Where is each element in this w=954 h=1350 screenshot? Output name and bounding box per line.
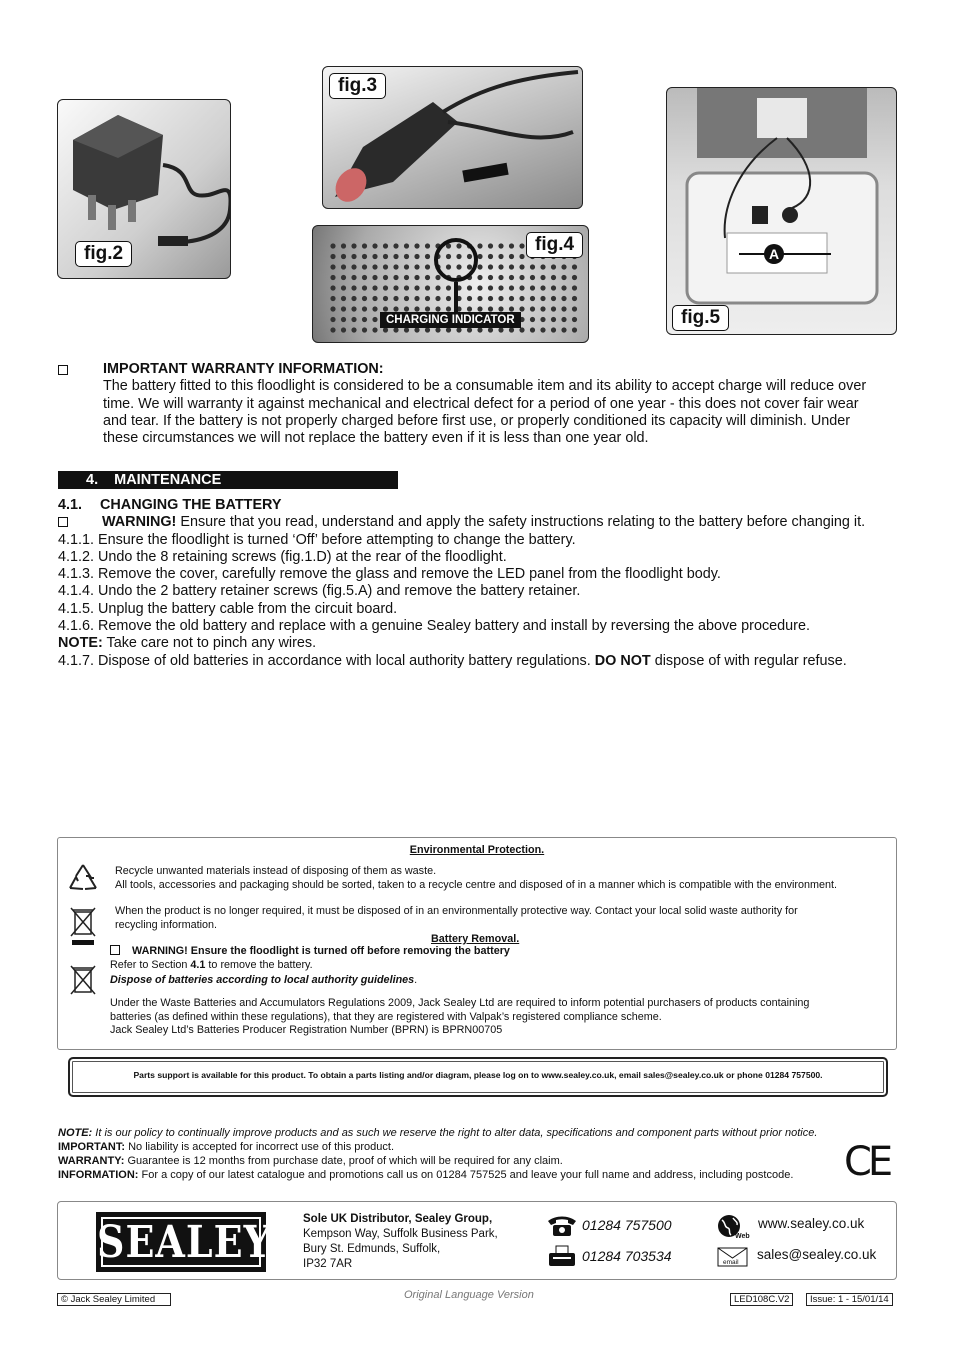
notice-warranty — [58, 1154, 878, 1168]
charging-indicator-ring — [434, 238, 478, 282]
bullet-square — [110, 945, 120, 955]
led-dot — [330, 285, 335, 290]
led-dot — [467, 306, 472, 311]
led-dot — [488, 285, 493, 290]
led-dot — [383, 296, 388, 301]
distributor-name: Sole UK Distributor, Sealey Group, — [303, 1213, 493, 1225]
sealey-logo — [96, 1212, 272, 1272]
bullet-square — [58, 517, 68, 527]
notice-important — [58, 1140, 878, 1154]
fig4-label: fig.4 — [526, 232, 583, 258]
led-dot — [477, 275, 482, 280]
warranty-line: these circumstances we will not replace the battery even if it is less than one year old. — [103, 430, 649, 447]
led-dot — [498, 327, 503, 332]
led-dot — [404, 254, 409, 259]
led-dot — [467, 327, 472, 332]
led-dot — [446, 306, 451, 311]
led-dot — [393, 243, 398, 248]
fig2-label: fig.2 — [75, 241, 132, 267]
led-dot — [393, 254, 398, 259]
maintenance-block — [58, 497, 908, 670]
led-dot — [446, 285, 451, 290]
parts-support-text: Parts support is available for this product. To obtain a parts listing and/or diagram, please log on to www.sealey.co.uk, email sales@sealey.co.uk or phone 01284 757500. — [133, 1070, 823, 1080]
step: 4.1.4. Undo the 2 battery retainer screws (fig.5.A) and remove the battery retainer. — [58, 583, 581, 600]
step: 4.1.3. Remove the cover, carefully remove the glass and remove the LED panel from the floodlight body. — [58, 566, 721, 583]
led-dot — [414, 306, 419, 311]
led-dot — [561, 275, 566, 280]
warning-text: Ensure that you read, understand and apply the safety instructions relating to the battery before changing it. — [176, 514, 866, 531]
led-dot — [341, 264, 346, 269]
led-dot — [498, 296, 503, 301]
led-dot — [383, 306, 388, 311]
led-dot — [561, 306, 566, 311]
led-dot — [477, 306, 482, 311]
fig3-label: fig.3 — [329, 73, 386, 99]
led-dot — [509, 296, 514, 301]
led-dot — [341, 275, 346, 280]
led-dot — [351, 317, 356, 322]
led-dot — [435, 306, 440, 311]
contact-footer — [57, 1201, 897, 1280]
led-dot — [498, 254, 503, 259]
issue-date: Issue: 1 - 15/01/14 — [806, 1293, 893, 1306]
led-dot — [372, 306, 377, 311]
led-dot — [488, 264, 493, 269]
led-dot — [372, 317, 377, 322]
led-dot — [509, 254, 514, 259]
led-dot — [330, 306, 335, 311]
recycle-text-2: All tools, accessories and packaging should be sorted, taken to a recycle centre and disposed of in a manner which is compatible with the environment. — [115, 879, 837, 891]
led-dot — [498, 306, 503, 311]
led-dot — [435, 327, 440, 332]
weee-text-2: recycling information. — [115, 919, 218, 931]
env-title: Environmental Protection. — [409, 844, 545, 856]
led-dot — [362, 306, 367, 311]
battery-warning-text: WARNING! Ensure the floodlight is turned off before removing the battery — [132, 945, 510, 957]
led-dot — [351, 254, 356, 259]
led-dot — [498, 243, 503, 248]
led-dot — [351, 327, 356, 332]
led-dot — [498, 264, 503, 269]
led-dot — [425, 243, 430, 248]
led-dot — [404, 296, 409, 301]
led-dot — [351, 296, 356, 301]
led-dot — [519, 296, 524, 301]
fig5-label: fig.5 — [672, 305, 729, 331]
led-dot — [351, 264, 356, 269]
led-dot — [362, 243, 367, 248]
led-dot — [330, 243, 335, 248]
warranty-line: time. We will warranty it against mechanical and electrical defect for a period of one year - this does not cover fair wear — [103, 395, 859, 412]
led-dot — [477, 327, 482, 332]
led-dot — [383, 254, 388, 259]
fax-icon — [547, 1245, 577, 1267]
led-dot — [425, 275, 430, 280]
led-dot — [488, 327, 493, 332]
led-dot — [341, 306, 346, 311]
section-bar-maintenance — [58, 471, 398, 489]
led-dot — [477, 243, 482, 248]
led-dot — [488, 306, 493, 311]
environmental-protection-box — [57, 837, 897, 1050]
warranty-block — [58, 361, 898, 447]
warning-line — [58, 514, 908, 531]
led-dot — [383, 243, 388, 248]
marker-a: A — [764, 244, 784, 264]
led-dot — [572, 285, 577, 290]
led-dot — [551, 285, 556, 290]
crossed-bin-icon — [70, 906, 96, 946]
address-line: Bury St. Edmunds, Suffolk, — [303, 1243, 441, 1255]
led-dot — [393, 264, 398, 269]
subsection-title: CHANGING THE BATTERY — [100, 497, 282, 513]
led-dot — [477, 296, 482, 301]
led-dot — [425, 264, 430, 269]
note-line — [58, 635, 908, 652]
led-dot — [383, 275, 388, 280]
led-dot — [561, 317, 566, 322]
note-label: NOTE: — [58, 635, 103, 652]
led-dot — [572, 296, 577, 301]
fig2-image — [57, 99, 231, 279]
led-dot — [561, 327, 566, 332]
address-line: Kempson Way, Suffolk Business Park, — [303, 1228, 498, 1240]
led-dot — [383, 264, 388, 269]
led-dot — [530, 296, 535, 301]
refer-line — [110, 958, 313, 972]
led-dot — [341, 317, 346, 322]
led-dot — [425, 296, 430, 301]
step7-text-end: dispose of with regular refuse. — [650, 652, 847, 669]
step: 4.1.6. Remove the old battery and replace with a genuine Sealey battery and install by reversing the above procedure. — [58, 618, 810, 635]
led-dot — [341, 254, 346, 259]
led-dot — [540, 296, 545, 301]
led-dot — [372, 264, 377, 269]
led-dot — [509, 243, 514, 248]
led-dot — [477, 264, 482, 269]
notice-information-label: INFORMATION: — [58, 1169, 139, 1181]
charging-indicator-caption: CHARGING INDICATOR — [380, 312, 521, 328]
led-dot — [551, 275, 556, 280]
led-dot — [362, 317, 367, 322]
led-dot — [446, 327, 451, 332]
led-dot — [509, 327, 514, 332]
led-dot — [372, 285, 377, 290]
refer-text-end: to remove the battery. — [205, 959, 313, 971]
refer-text: Refer to Section — [110, 959, 191, 971]
step: 4.1.2. Undo the 8 retaining screws (fig.1.D) at the rear of the floodlight. — [58, 548, 507, 565]
warranty-line: and tear. If the battery is not properly charged before first use, or properly conditioned its capacity will diminish. Under — [103, 412, 851, 429]
bullet-square — [58, 365, 68, 375]
led-dot — [488, 243, 493, 248]
step — [58, 653, 908, 670]
notice-information — [58, 1168, 878, 1182]
led-dot — [404, 285, 409, 290]
led-dot — [372, 243, 377, 248]
arrow-left — [739, 253, 831, 255]
web-icon-label: Web — [735, 1233, 750, 1240]
led-dot — [414, 285, 419, 290]
led-dot — [530, 306, 535, 311]
led-dot — [341, 296, 346, 301]
led-dot — [477, 254, 482, 259]
notice-important-label: IMPORTANT: — [58, 1141, 126, 1153]
led-dot — [393, 327, 398, 332]
note-text: Take care not to pinch any wires. — [102, 635, 317, 652]
website-link[interactable]: www.sealey.co.uk — [758, 1216, 865, 1231]
regs-text-2: batteries (as defined within these regulations), that they are registered with Valpak’s registered compliance scheme. — [110, 1011, 662, 1023]
led-dot — [488, 296, 493, 301]
step: 4.1.5. Unplug the battery cable from the circuit board. — [58, 600, 398, 617]
led-dot — [572, 275, 577, 280]
led-dot — [372, 254, 377, 259]
dispose-text: Dispose of batteries according to local authority guidelines — [110, 974, 415, 986]
copyright-tag: © Jack Sealey Limited — [57, 1293, 171, 1306]
led-dot — [383, 327, 388, 332]
led-dot — [519, 306, 524, 311]
document-code: LED108C.V2 — [730, 1293, 793, 1306]
led-dot — [572, 327, 577, 332]
led-dot — [551, 327, 556, 332]
led-dot — [414, 243, 419, 248]
battery-removal-title: Battery Removal. — [431, 933, 520, 945]
sealey-logo-text: SEALEY — [97, 1215, 272, 1268]
led-dot — [530, 327, 535, 332]
led-dot — [540, 327, 545, 332]
led-dot — [519, 285, 524, 290]
warranty-heading: IMPORTANT WARRANTY INFORMATION: — [103, 361, 384, 377]
warranty-line: The battery fitted to this floodlight is considered to be a consumable item and its ability to accept charge will reduce over — [103, 378, 867, 395]
led-dot — [372, 327, 377, 332]
led-dot — [456, 327, 461, 332]
dispose-line: Dispose of batteries according to local authority guidelines. — [110, 974, 418, 986]
notice-warranty-label: WARRANTY: — [58, 1155, 125, 1167]
recycle-text-1: Recycle unwanted materials instead of disposing of them as waste. — [115, 865, 437, 877]
led-dot — [351, 243, 356, 248]
led-dot — [498, 275, 503, 280]
section-title: MAINTENANCE — [114, 472, 222, 488]
led-dot — [372, 275, 377, 280]
led-dot — [425, 306, 430, 311]
led-dot — [414, 275, 419, 280]
fax-number: 01284 703534 — [582, 1248, 672, 1264]
led-dot — [561, 296, 566, 301]
led-dot — [509, 275, 514, 280]
led-dot — [330, 327, 335, 332]
led-dot — [393, 285, 398, 290]
email-link[interactable]: sales@sealey.co.uk — [757, 1247, 877, 1262]
battery-compartment-illustration — [667, 88, 896, 334]
notice-warranty-text: Guarantee is 12 months from purchase date, proof of which will be required for any claim. — [124, 1155, 563, 1167]
led-dot — [519, 275, 524, 280]
led-dot — [414, 327, 419, 332]
led-dot — [477, 285, 482, 290]
led-dot — [509, 264, 514, 269]
led-dot — [540, 306, 545, 311]
notices-block — [58, 1126, 878, 1182]
fig4-image — [312, 225, 589, 343]
step: 4.1.1. Ensure the floodlight is turned ‘Off’ before attempting to change the battery. — [58, 531, 576, 548]
fig3-image — [322, 66, 583, 209]
led-dot — [425, 327, 430, 332]
led-dot — [551, 317, 556, 322]
subsection-number: 4.1. — [58, 497, 83, 513]
led-dot — [551, 306, 556, 311]
step7-emphasis: DO NOT — [594, 652, 651, 669]
weee-text-1: When the product is no longer required, it must be disposed of in an environmentally protective way. Contact your local solid waste authority for — [115, 905, 798, 917]
led-dot — [530, 275, 535, 280]
led-dot — [341, 285, 346, 290]
indicator-leader-line — [454, 282, 458, 312]
led-dot — [393, 296, 398, 301]
led-dot — [330, 264, 335, 269]
notice-note — [58, 1126, 878, 1140]
led-dot — [362, 296, 367, 301]
telephone-icon — [546, 1215, 578, 1237]
led-dot — [561, 285, 566, 290]
led-dot — [435, 285, 440, 290]
led-dot — [530, 264, 535, 269]
led-dot — [519, 264, 524, 269]
led-dot — [362, 275, 367, 280]
led-dot — [572, 317, 577, 322]
led-dot — [467, 296, 472, 301]
led-dot — [509, 285, 514, 290]
led-dot — [572, 306, 577, 311]
led-dot — [414, 254, 419, 259]
warning-label: WARNING! — [102, 514, 177, 531]
distributor-address — [303, 1212, 498, 1272]
fig5-image — [666, 87, 897, 335]
led-dot — [404, 243, 409, 248]
step7-text: 4.1.7. Dispose of old batteries in accordance with local authority battery regulations. — [58, 652, 595, 669]
led-dot — [551, 296, 556, 301]
led-dot — [530, 285, 535, 290]
led-dot — [362, 285, 367, 290]
email-icon-label: email — [723, 1259, 739, 1266]
led-dot — [330, 317, 335, 322]
led-dot — [362, 264, 367, 269]
notice-important-text: No liability is accepted for incorrect use of this product. — [125, 1141, 395, 1153]
led-dot — [540, 285, 545, 290]
original-language-note: Original Language Version — [404, 1289, 534, 1301]
led-dot — [561, 264, 566, 269]
address-line: IP32 7AR — [303, 1258, 353, 1270]
battery-warning — [110, 944, 510, 958]
subsection-heading — [58, 497, 908, 514]
led-dot — [393, 306, 398, 311]
crossed-bin-icon — [70, 964, 96, 998]
led-dot — [414, 264, 419, 269]
led-dot — [519, 254, 524, 259]
notice-information-text: For a copy of our latest catalogue and promotions call us on 01284 757525 and leave your full name and address, including postcode. — [138, 1169, 794, 1181]
parts-support-box — [68, 1057, 888, 1097]
led-dot — [372, 296, 377, 301]
led-dot — [330, 296, 335, 301]
led-dot — [414, 296, 419, 301]
led-dot — [404, 264, 409, 269]
led-dot — [351, 306, 356, 311]
led-dot — [383, 285, 388, 290]
led-dot — [519, 327, 524, 332]
led-dot — [446, 296, 451, 301]
led-dot — [540, 275, 545, 280]
led-dot — [362, 327, 367, 332]
led-dot — [540, 317, 545, 322]
led-dot — [425, 285, 430, 290]
led-dot — [341, 243, 346, 248]
led-dot — [519, 243, 524, 248]
led-dot — [341, 327, 346, 332]
led-dot — [435, 296, 440, 301]
led-dot — [393, 275, 398, 280]
led-dot — [572, 264, 577, 269]
regs-text-3: Jack Sealey Ltd’s Batteries Producer Registration Number (BPRN) is BPRN00705 — [110, 1024, 503, 1036]
led-dot — [488, 254, 493, 259]
led-dot — [404, 306, 409, 311]
led-dot — [351, 285, 356, 290]
notice-note-text: It is our policy to continually improve products and as such we reserve the right to alter data, specifications and component parts without prior notice. — [92, 1127, 818, 1139]
led-dot — [404, 275, 409, 280]
led-dot — [530, 317, 535, 322]
ce-mark: CE — [844, 1139, 890, 1185]
led-dot — [362, 254, 367, 259]
phone-number[interactable]: 01284 757500 — [582, 1217, 672, 1233]
led-dot — [330, 254, 335, 259]
led-dot — [467, 285, 472, 290]
regs-text-1: Under the Waste Batteries and Accumulators Regulations 2009, Jack Sealey Ltd are required to inform potential purchasers of products containing — [110, 997, 810, 1009]
led-dot — [498, 285, 503, 290]
section-number: 4. — [86, 472, 99, 488]
notice-note-label: NOTE: — [58, 1127, 93, 1139]
led-dot — [404, 327, 409, 332]
led-dot — [509, 306, 514, 311]
led-dot — [330, 275, 335, 280]
refer-section: 4.1 — [190, 959, 206, 971]
led-dot — [540, 264, 545, 269]
led-dot — [488, 275, 493, 280]
led-dot — [351, 275, 356, 280]
recycle-icon — [66, 862, 100, 894]
led-dot — [551, 264, 556, 269]
led-dot — [425, 254, 430, 259]
